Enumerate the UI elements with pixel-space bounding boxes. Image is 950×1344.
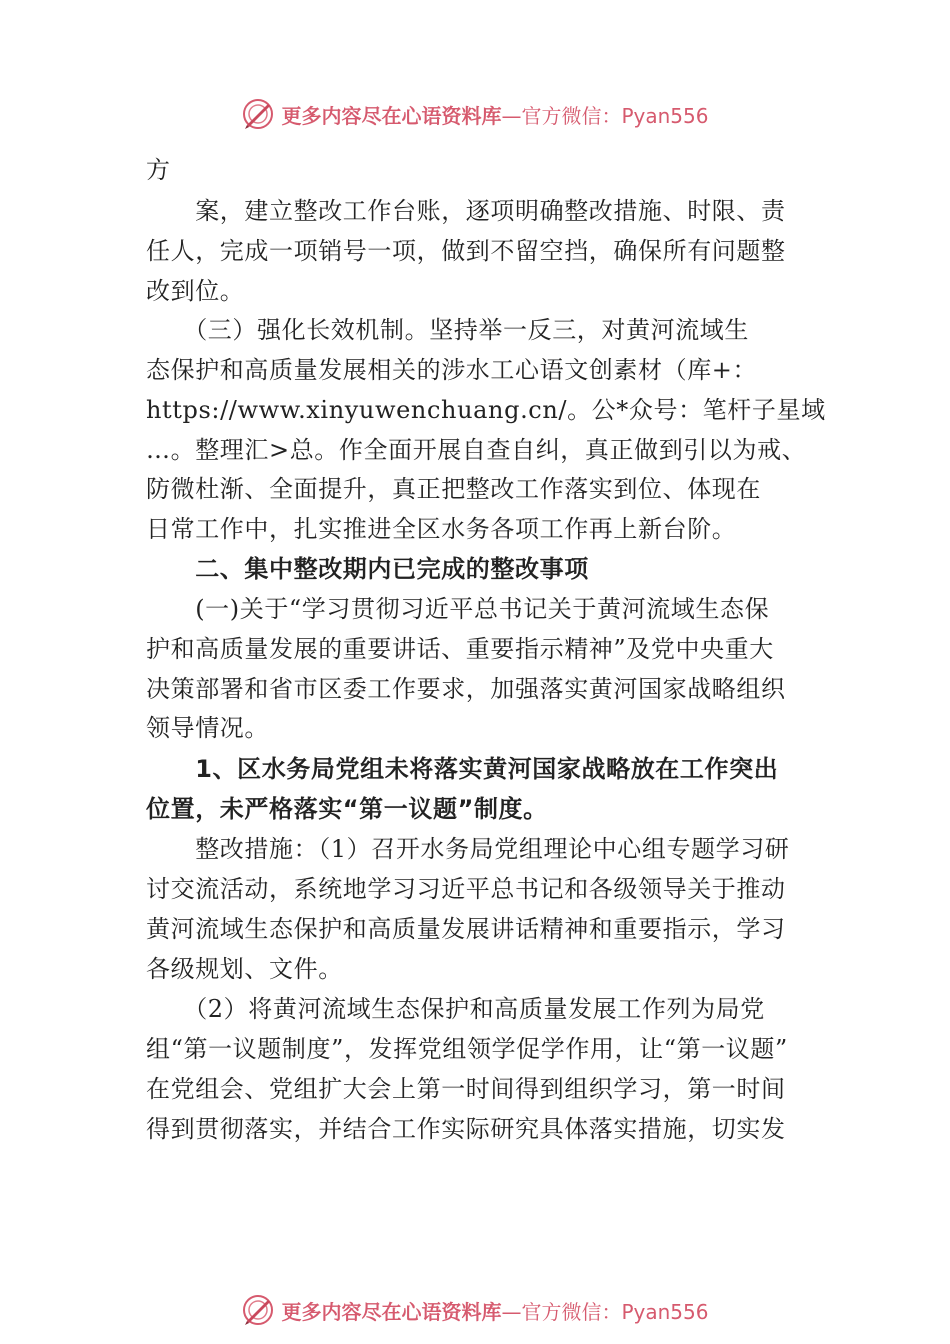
body-line: 方	[146, 156, 171, 184]
pen-logo-icon	[241, 1293, 275, 1327]
watermark-lead-text: 更多内容尽在心语资料库	[281, 1299, 502, 1324]
body-line: 组“第一议题制度”，发挥党组领学促学作用，让“第一议题”	[146, 1035, 788, 1063]
watermark-lead-text: 更多内容尽在心语资料库	[281, 103, 502, 128]
body-line: 各级规划、文件。	[146, 955, 343, 983]
item-heading: 1、区水务局党组未将落实黄河国家战略放在工作突出	[146, 755, 779, 783]
body-line: (一)关于“学习贯彻习近平总书记关于黄河流域生态保	[146, 595, 770, 623]
body-line: 黄河流域生态保护和高质量发展讲话精神和重要指示，学习	[146, 915, 786, 943]
body-line: 任人，完成一项销号一项，做到不留空挡，确保所有问题整	[146, 237, 786, 265]
body-line: 得到贯彻落实，并结合工作实际研究具体落实措施，切实发	[146, 1115, 786, 1143]
body-line: （2）将黄河流域生态保护和高质量发展工作列为局党	[146, 995, 765, 1023]
body-line: 态保护和高质量发展相关的涉水工心语文创素材（库+：	[146, 356, 758, 384]
item-heading: 位置，未严格落实“第一议题”制度。	[146, 795, 548, 823]
pen-logo-icon	[241, 97, 275, 131]
body-line: 防微杜渐、全面提升，真正把整改工作落实到位、体现在	[146, 475, 761, 503]
watermark-tail-text: —官方微信：Pyan556	[501, 1299, 709, 1324]
body-line: 改到位。	[146, 277, 245, 305]
body-line: 领导情况。	[146, 714, 269, 742]
body-line: https://www.xinyuwenchuang.cn/。公*众号：笔杆子星域	[146, 396, 826, 424]
body-line: 护和高质量发展的重要讲话、重要指示精神”及党中央重大	[146, 635, 774, 663]
body-line: …。整理汇>总。作全面开展自查自纠，真正做到引以为戒、	[146, 436, 807, 464]
watermark-footer	[0, 1290, 950, 1330]
watermark-header	[0, 94, 950, 134]
body-line: 案，建立整改工作台账，逐项明确整改措施、时限、责	[146, 197, 786, 225]
body-line: 决策部署和省市区委工作要求，加强落实黄河国家战略组织	[146, 675, 786, 703]
section-heading: 二、集中整改期内已完成的整改事项	[146, 555, 589, 583]
watermark-tail-text: —官方微信：Pyan556	[501, 103, 709, 128]
body-line: 日常工作中，扎实推进全区水务各项工作再上新台阶。	[146, 515, 737, 543]
body-line: 在党组会、党组扩大会上第一时间得到组织学习，第一时间	[146, 1075, 786, 1103]
body-line: 整改措施：（1）召开水务局党组理论中心组专题学习研	[146, 835, 790, 863]
body-line: 讨交流活动，系统地学习习近平总书记和各级领导关于推动	[146, 875, 786, 903]
body-line: （三）强化长效机制。坚持举一反三，对黄河流域生	[146, 316, 749, 344]
